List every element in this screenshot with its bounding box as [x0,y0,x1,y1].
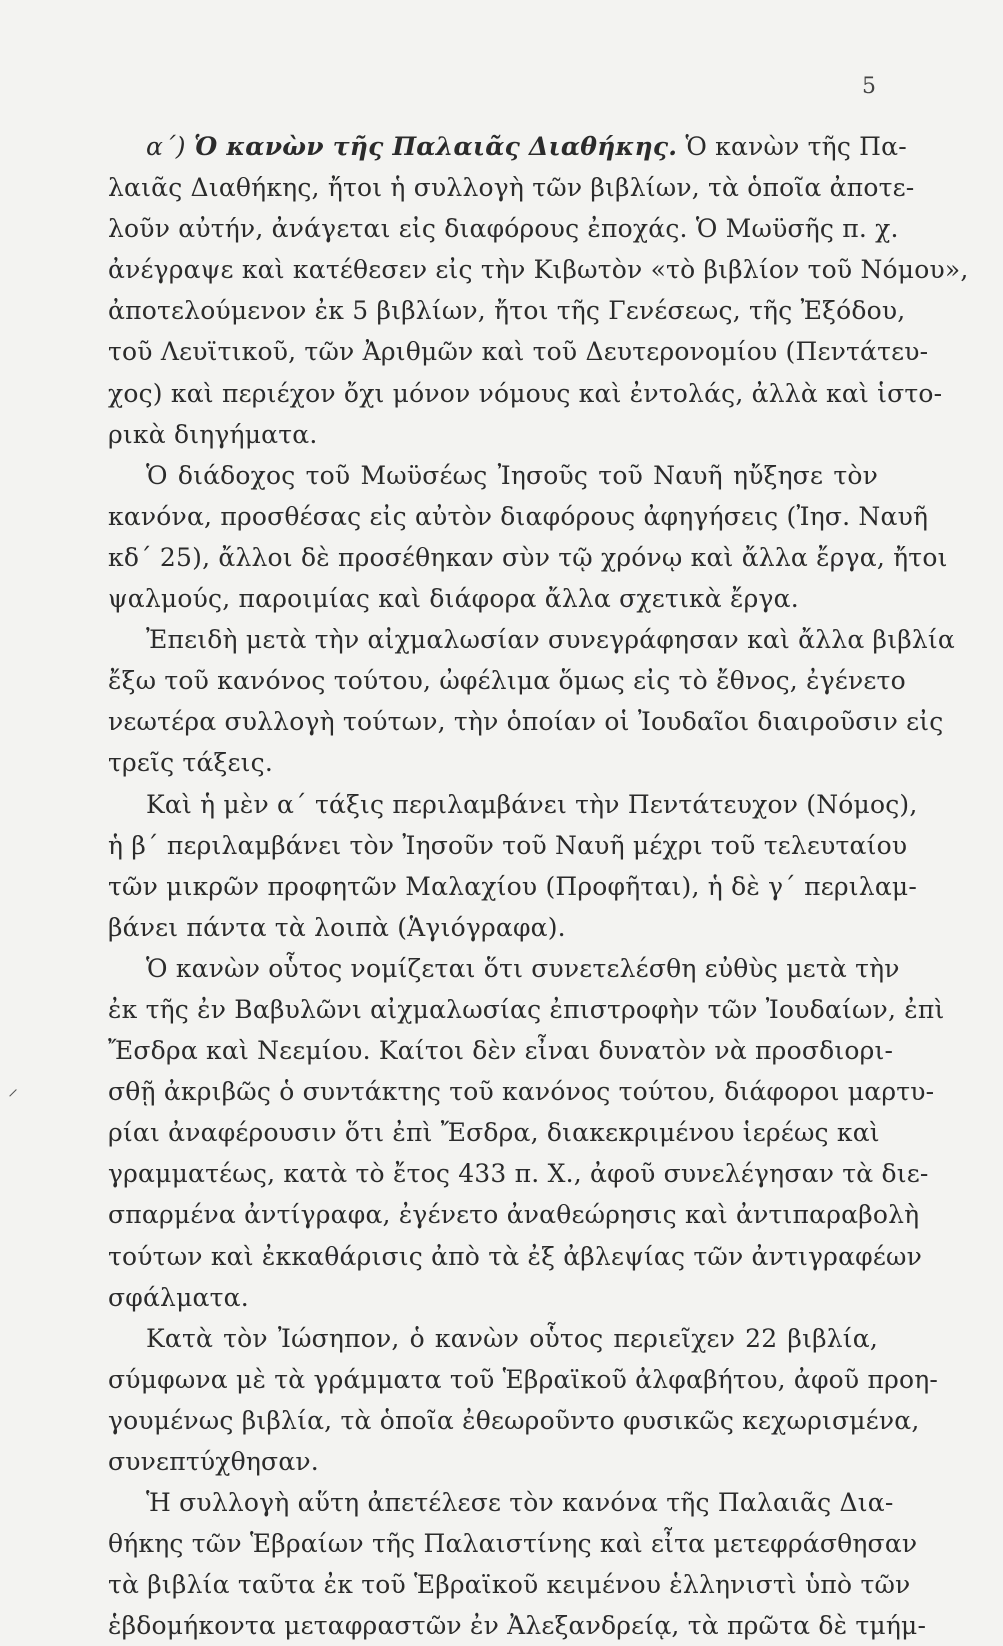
text-line: σθῇ ἀκριβῶς ὁ συντάκτης τοῦ κανόνος τούτου, διάφοροι μαρτυ- [108,1077,935,1107]
body-text [108,126,969,1646]
text-line: λοῦν αὐτήν, ἀνάγεται εἰς διαφόρους ἐποχάς. Ὁ Μωϋσῆς π. χ. [108,214,899,244]
text-line-rest: Ὁ κανὼν τῆς Πα- [685,132,907,161]
text-line: ἀποτελούμενον ἐκ 5 βιβλίων, ἤτοι τῆς Γενέσεως, τῆς Ἐξόδου, [108,296,906,326]
text-line: ἀνέγραψε καὶ κατέθεσεν εἰς τὴν Κιβωτὸν «τὸ βιβλίον τοῦ Νόμου», [108,255,969,285]
text-line: σπαρμένα ἀντίγραφα, ἐγένετο ἀναθεώρησις καὶ ἀντιπαραβολὴ [108,1200,920,1230]
text-line: Κατὰ τὸν Ἰώσηπον, ὁ κανὼν οὗτος περιεῖχεν 22 βιβλία, [146,1323,878,1353]
text-line: ἑβδομήκοντα μεταφραστῶν ἐν Ἀλεξανδρείᾳ, τὰ πρῶτα δὲ τμήμ- [108,1611,927,1641]
text-line: τὰ βιβλία ταῦτα ἐκ τοῦ Ἑβραϊκοῦ κειμένου ἑλληνιστὶ ὑπὸ τῶν [108,1570,911,1600]
text-line: συνεπτύχθησαν. [108,1447,319,1476]
text-line: ρικὰ διηγήματα. [108,419,318,449]
text-line: Ὁ κανὼν οὗτος νομίζεται ὅτι συνετελέσθη εὐθὺς μετὰ τὴν [146,953,900,983]
text-line: σφάλματα. [108,1282,249,1312]
text-line: τρεῖς τάξεις. [108,748,274,778]
section-label: α΄) [146,132,186,161]
text-line: λαιᾶς Διαθήκης, ἤτοι ἡ συλλογὴ τῶν βιβλίων, τὰ ὁποῖα ἀποτε- [108,173,915,203]
text-line: κδ΄ 25), ἄλλοι δὲ προσέθηκαν σὺν τῷ χρόνῳ καὶ ἄλλα ἔργα, ἤτοι [108,542,948,572]
text-line [108,126,907,167]
text-line: σύμφωνα μὲ τὰ γράμματα τοῦ Ἑβραϊκοῦ ἀλφαβήτου, ἀφοῦ προη- [108,1364,939,1394]
text-line: Ὁ διάδοχος τοῦ Μωϋσέως Ἰησοῦς τοῦ Ναυῆ ηὔξησε τὸν [146,460,878,490]
text-line: ἡ β΄ περιλαμβάνει τὸν Ἰησοῦν τοῦ Ναυῆ μέχρι τοῦ τελευταίου [108,830,908,860]
text-line: ἐκ τῆς ἐν Βαβυλῶνι αἰχμαλωσίας ἐπιστροφὴν τῶν Ἰουδαίων, ἐπὶ [108,994,945,1024]
text-line: γουμένως βιβλία, τὰ ὁποῖα ἐθεωροῦντο φυσικῶς κεχωρισμένα, [108,1405,920,1435]
text-line: Ἡ συλλογὴ αὕτη ἀπετέλεσε τὸν κανόνα τῆς Παλαιᾶς Δια- [146,1488,894,1518]
section-heading: Ὁ κανὼν τῆς Παλαιᾶς Διαθήκης. [193,132,678,161]
text-line: τούτων καὶ ἐκκαθάρισις ἀπὸ τὰ ἐξ ἀβλεψίας τῶν ἀντιγραφέων [108,1241,922,1271]
text-line: θήκης τῶν Ἑβραίων τῆς Παλαιστίνης καὶ εἶτα μετεφράσθησαν [108,1529,918,1559]
text-line: ἔξω τοῦ κανόνος τούτου, ὠφέλιμα ὅμως εἰς τὸ ἔθνος, ἐγένετο [108,666,906,696]
text-line: Ἔσδρα καὶ Νεεμίου. Καίτοι δὲν εἶναι δυνατὸν νὰ προσδιορι- [108,1036,894,1066]
text-line: ψαλμούς, παροιμίας καὶ διάφορα ἄλλα σχετικὰ ἔργα. [108,584,799,614]
text-line: χος) καὶ περιέχον ὄχι μόνον νόμους καὶ ἐντολάς, ἀλλὰ καὶ ἱστο- [108,378,943,408]
text-line: τοῦ Λευϊτικοῦ, τῶν Ἀριθμῶν καὶ τοῦ Δευτερονομίου (Πεντάτευ- [108,337,929,367]
text-line: Ἐπειδὴ μετὰ τὴν αἰχμαλωσίαν συνεγράφησαν καὶ ἄλλα βιβλία [146,625,955,655]
text-line: νεωτέρα συλλογὴ τούτων, τὴν ὁποίαν οἱ Ἰουδαῖοι διαιροῦσιν εἰς [108,707,944,737]
text-line: Καὶ ἡ μὲν α΄ τάξις περιλαμβάνει τὴν Πεντάτευχον (Νόμος), [146,789,918,819]
text-line: γραμματέως, κατὰ τὸ ἔτος 433 π. Χ., ἀφοῦ συνελέγησαν τὰ διε- [108,1159,929,1189]
text-line: τῶν μικρῶν προφητῶν Μαλαχίου (Προφῆται), ἡ δὲ γ΄ περιλαμ- [108,871,918,901]
text-line: ρίαι ἀναφέρουσιν ὅτι ἐπὶ Ἔσδρα, διακεκριμένου ἱερέως καὶ [108,1118,880,1148]
margin-pencil-mark: ⸝ [8,1076,18,1100]
text-line: κανόνα, προσθέσας εἰς αὐτὸν διαφόρους ἀφηγήσεις (Ἰησ. Ναυῆ [108,501,929,531]
text-line: βάνει πάντα τὰ λοιπὰ (Ἁγιόγραφα). [108,912,566,942]
page-number: 5 [862,74,876,99]
